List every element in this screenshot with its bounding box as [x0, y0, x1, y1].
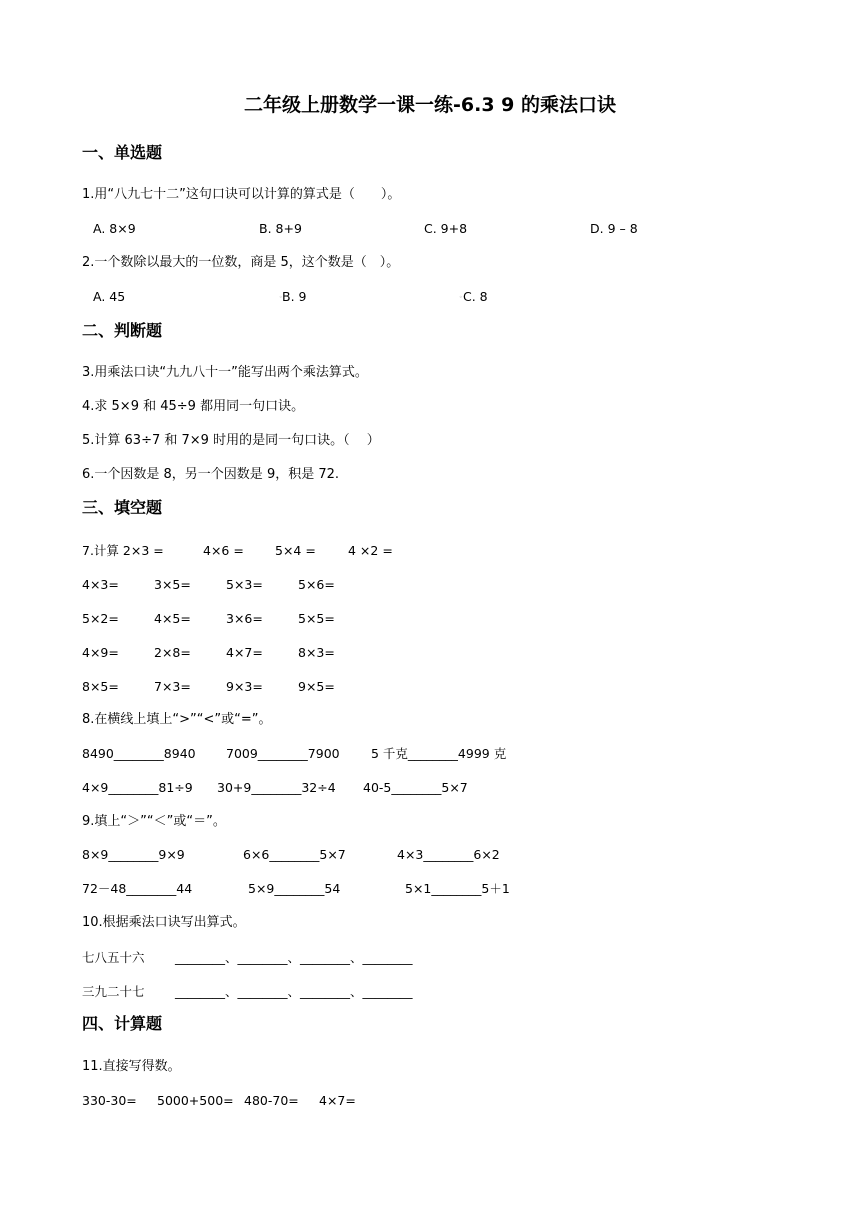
- question-4: 4.求 5×9 和 45÷9 都用同一句口诀。: [82, 399, 305, 414]
- question-3: 3.用乘法口诀“九九八十一”能写出两个乘法算式。: [82, 365, 368, 380]
- question-2: 2.一个数除以最大的一位数，商是 5，这个数是（ ）。: [82, 255, 400, 270]
- question-9: 9.填上“＞”“＜”或“＝”。: [82, 814, 226, 829]
- q8-blank-item[interactable]: 4×9________81÷9: [82, 780, 193, 795]
- q10-blanks[interactable]: ________、________、________、________: [175, 950, 413, 965]
- question-11: 11.直接写得数。: [82, 1059, 181, 1074]
- q8-blank-item[interactable]: 30+9________32÷4: [217, 780, 336, 795]
- q11-item: 330-30=: [82, 1093, 137, 1108]
- q10-rhyme-label: 七八五十六: [82, 950, 145, 965]
- q11-item: 4×7=: [319, 1093, 356, 1108]
- section-heading-fill-blank: 三、填空题: [82, 498, 163, 517]
- q9-blank-item[interactable]: 5×1________5＋1: [405, 881, 510, 896]
- q7-item: 4 ×2 =: [348, 543, 393, 558]
- q7-item: 2×8=: [154, 645, 191, 660]
- q8-blank-item[interactable]: 40-5________5×7: [363, 780, 468, 795]
- q9-blank-item[interactable]: 8×9________9×9: [82, 847, 185, 862]
- q7-item: 3×5=: [154, 577, 191, 592]
- q7-item: 9×5=: [298, 679, 335, 694]
- q8-blank-item[interactable]: 8490________8940: [82, 746, 196, 761]
- q11-item: 5000+500=: [157, 1093, 234, 1108]
- q2-option-c[interactable]: C. 8: [463, 289, 488, 304]
- q7-item: 3×6=: [226, 611, 263, 626]
- q7-item: 5×5=: [298, 611, 335, 626]
- q10-rhyme-label: 三九二十七: [82, 984, 145, 999]
- q9-blank-item[interactable]: 5×9________54: [248, 881, 341, 896]
- option-marker: ◦: [459, 294, 463, 301]
- question-6: 6.一个因数是 8，另一个因数是 9，积是 72.: [82, 467, 340, 482]
- section-heading-true-false: 二、判断题: [82, 321, 163, 340]
- q7-item: 4×5=: [154, 611, 191, 626]
- q7-item: 9×3=: [226, 679, 263, 694]
- q11-item: 480-70=: [244, 1093, 299, 1108]
- q7-item: 8×5=: [82, 679, 119, 694]
- question-10: 10.根据乘法口诀写出算式。: [82, 915, 246, 930]
- q2-option-b[interactable]: B. 9: [282, 289, 307, 304]
- q9-blank-item[interactable]: 6×6________5×7: [243, 847, 346, 862]
- question-5: 5.计算 63÷7 和 7×9 时用的是同一句口诀。（ ）: [82, 433, 380, 448]
- q7-item: 5×2=: [82, 611, 119, 626]
- q1-option-d[interactable]: D. 9 – 8: [590, 221, 638, 236]
- q7-item: 4×3=: [82, 577, 119, 592]
- option-marker: ◦: [279, 294, 283, 301]
- question-8: 8.在横线上填上“>”“<”或“=”。: [82, 712, 272, 727]
- page-title: 二年级上册数学一课一练-6.3 9 的乘法口诀: [244, 94, 616, 116]
- q7-item: 8×3=: [298, 645, 335, 660]
- q7-item: 7×3=: [154, 679, 191, 694]
- q1-option-c[interactable]: C. 9+8: [424, 221, 468, 236]
- section-heading-calculation: 四、计算题: [82, 1014, 163, 1033]
- q7-item: 5×6=: [298, 577, 335, 592]
- q2-option-a[interactable]: A. 45: [93, 289, 126, 304]
- q8-blank-item[interactable]: 7009________7900: [226, 746, 340, 761]
- q9-blank-item[interactable]: 72－48________44: [82, 881, 193, 896]
- question-1: 1.用“八九七十二”这句口诀可以计算的算式是（ ）。: [82, 187, 401, 202]
- q7-item: 4×7=: [226, 645, 263, 660]
- q7-item: 5×4 =: [275, 543, 316, 558]
- q10-blanks[interactable]: ________、________、________、________: [175, 984, 413, 999]
- q1-option-a[interactable]: A. 8×9: [93, 221, 136, 236]
- q1-option-b[interactable]: B. 8+9: [259, 221, 302, 236]
- section-heading-single-choice: 一、单选题: [82, 143, 163, 162]
- q8-blank-item[interactable]: 5 千克________4999 克: [371, 746, 507, 761]
- q9-blank-item[interactable]: 4×3________6×2: [397, 847, 500, 862]
- q7-item: 7.计算 2×3 =: [82, 543, 164, 558]
- q7-item: 5×3=: [226, 577, 263, 592]
- q7-item: 4×9=: [82, 645, 119, 660]
- q7-item: 4×6 =: [203, 543, 244, 558]
